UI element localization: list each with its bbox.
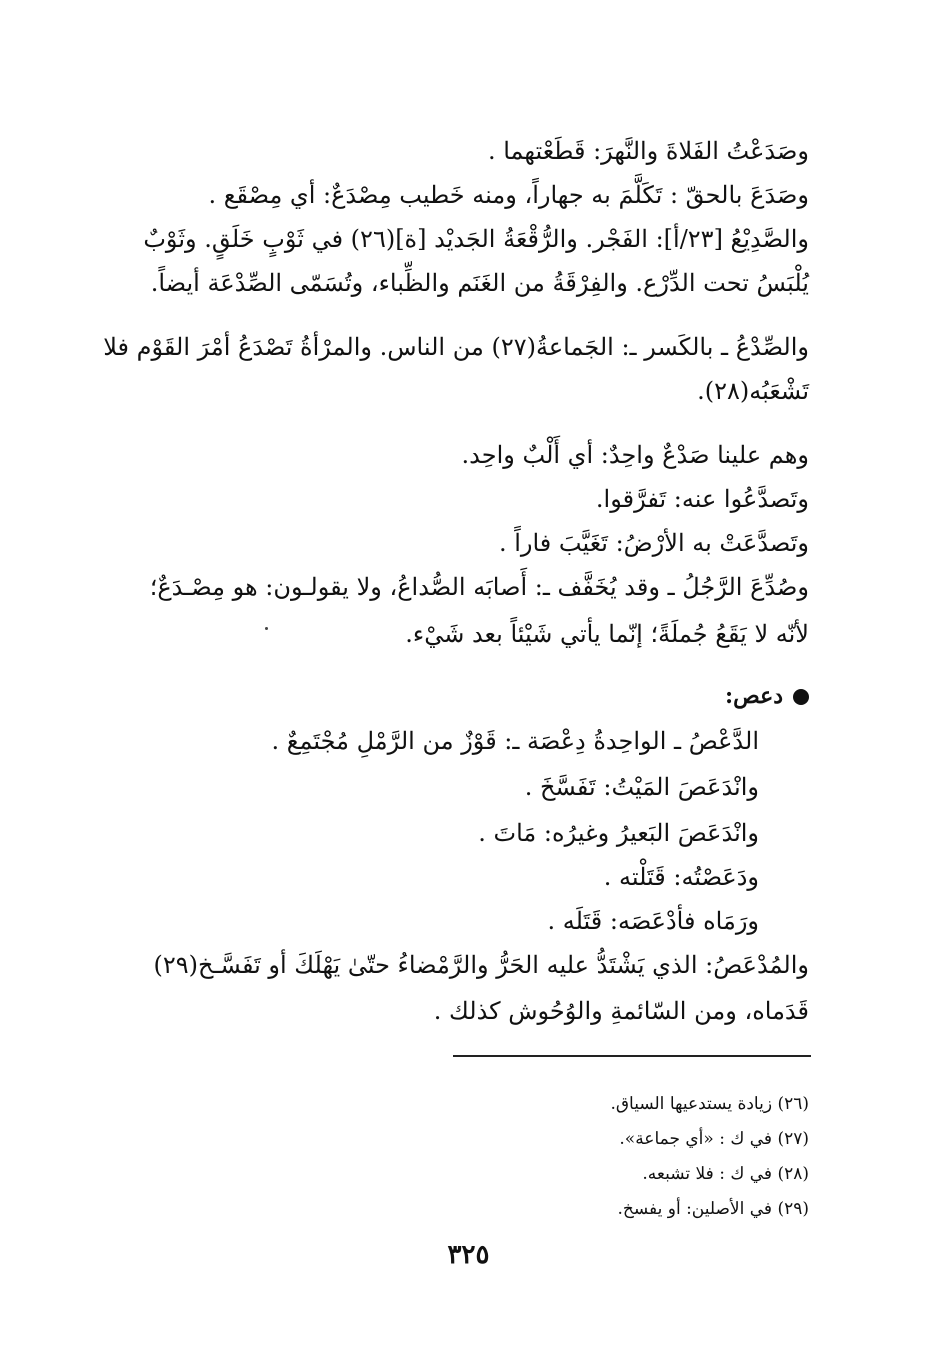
text-line-18: قَدَماه، ومن السّائمةِ والوُحُوش كذلك . <box>433 997 809 1025</box>
footnote-divider <box>453 1055 811 1057</box>
page-number: ٣٢٥ <box>447 1240 490 1270</box>
text-line-6: تَشْعَبُه(٢٨). <box>697 377 809 405</box>
text-line-2: وصَدَعَ بالحقّ : تَكَلَّمَ به جهاراً، ومنه خَطيب مِصْدَعٌ: أي مِصْقَع . <box>208 181 809 209</box>
text-line-5: والصِّدْعُ ـ بالكَسر ـ: الجَماعةُ(٢٧) من الناس. والمرْأةُ تَصْدَعُ أمْرَ القَوْم فلا <box>103 333 809 361</box>
ink-speck <box>265 627 268 630</box>
text-line-7: وهم علينا صَدْعٌ واحِدٌ: أي أَلْبٌ واحِد. <box>461 441 809 469</box>
footnote-27: (٢٧) في ك : «أي جماعة». <box>619 1129 809 1149</box>
text-line-4: يُلْبَسُ تحت الدِّرْع. والفِرْقَةُ من الغَنَم والظِّباء، وتُسَمّى الصِّدْعَة أيضاً. <box>150 269 809 297</box>
text-line-8: وتَصدَّعُوا عنه: تَفرَّقوا. <box>595 485 809 513</box>
text-line-17: والمُدْعَصُ: الذي يَشْتَدُّ عليه الحَرُّ والرَّمْضاءُ حتّىٰ يَهْلَكَ أو تَفَسَّـخ(٢٩) <box>153 951 809 979</box>
text-line-9: وتَصدَّعَتْ به الأرْضُ: تَغَيَّبَ فاراً . <box>498 529 809 557</box>
entry-heading-text: دعص: <box>725 683 783 709</box>
text-line-12: الدَّعْصُ ـ الواحِدةُ دِعْصَة ـ: قَوْزٌ من الرَّمْلِ مُجْتَمِعٌ . <box>271 727 759 755</box>
bullet-icon <box>793 689 809 705</box>
text-line-15: ودَعَصْتُه: قَتَلْته . <box>603 863 759 891</box>
text-line-1: وصَدَعْتُ الفَلاةَ والنَّهرَ: قَطَعْتهما . <box>487 137 809 165</box>
text-line-3: والصَّدِيْعُ [٢٣/أ]: الفَجْر. والرُّقْعَةُ الجَديْد [ة](٢٦) في ثَوْبٍ خَلَقٍ. وثَوْبٌ <box>143 225 809 253</box>
footnote-26: (٢٦) زيادة يستدعيها السياق. <box>610 1094 809 1114</box>
footnote-28: (٢٨) في ك : فلا تشبعه. <box>642 1164 809 1184</box>
text-line-13: وانْدَعَصَ المَيْتُ: تَفَسَّخَ . <box>524 773 759 801</box>
text-line-10: وصُدِّعَ الرَّجُلُ ـ وقد يُخَفَّف ـ: أَصابَه الصُّداعُ، ولا يقولـون: هو مِصْـدَعٌ؛ <box>149 573 809 601</box>
footnote-29: (٢٩) في الأصلين: أو يفسخ. <box>617 1199 809 1219</box>
entry-heading <box>725 681 809 711</box>
text-line-11: لأنّه لا يَقَعُ جُملَةً؛ إنّما يأتي شَيْئاً بعد شَيْء. <box>405 620 809 648</box>
text-line-14: وانْدَعَصَ البَعيرُ وغيرُه: مَاتَ . <box>478 819 759 847</box>
text-line-16: ورَمَاه فأدْعَصَه: قَتَلَه . <box>547 907 759 935</box>
